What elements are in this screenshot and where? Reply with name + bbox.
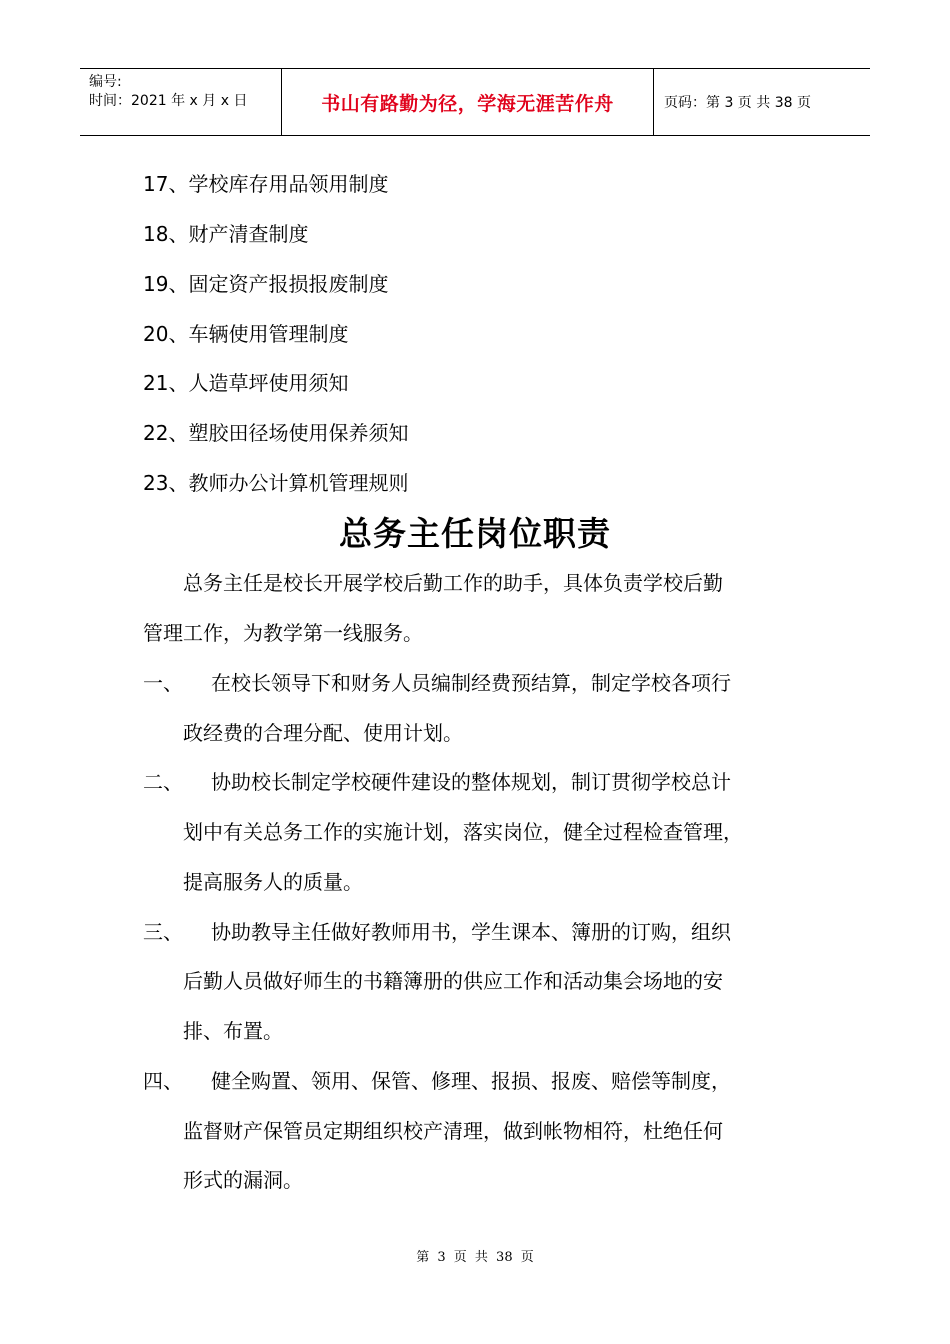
item-line: 监督财产保管员定期组织校产清理，做到帐物相符，杜绝任何: [183, 1119, 723, 1143]
item-line: 在校长领导下和财务人员编制经费预结算，制定学校各项行: [211, 671, 731, 695]
item-line: 协助教导主任做好教师用书，学生课本、簿册的订购，组织: [211, 920, 731, 944]
page-footer: 第 3 页 共 38 页: [416, 1250, 534, 1265]
list-item: 18、财产清查制度: [143, 222, 309, 246]
item-line: 后勤人员做好师生的书籍簿册的供应工作和活动集会场地的安: [183, 969, 723, 993]
item-line: 划中有关总务工作的实施计划，落实岗位，健全过程检查管理，: [183, 820, 743, 844]
list-item: 17、学校库存用品领用制度: [143, 172, 389, 196]
page-header: [80, 68, 870, 136]
item-line: 协助校长制定学校硬件建设的整体规划，制订贯彻学校总计: [211, 770, 731, 794]
list-item: 21、人造草坪使用须知: [143, 371, 349, 395]
header-meta: [80, 69, 282, 135]
item-line: 政经费的合理分配、使用计划。: [183, 721, 463, 745]
item-line: 排、布置。: [183, 1019, 283, 1043]
list-item: 23、教师办公计算机管理规则: [143, 471, 409, 495]
list-item: 20、车辆使用管理制度: [143, 322, 349, 346]
list-item: 19、固定资产报损报废制度: [143, 272, 389, 296]
header-page-info: 页码：第 3 页 共 38 页: [664, 95, 811, 111]
item-number: 一、: [143, 671, 183, 695]
section-title: 总务主任岗位职责: [339, 514, 611, 553]
intro-line: 总务主任是校长开展学校后勤工作的助手，具体负责学校后勤: [183, 571, 723, 595]
item-line: 形式的漏洞。: [183, 1168, 303, 1192]
item-number: 二、: [143, 770, 183, 794]
item-number: 三、: [143, 920, 183, 944]
list-item: 22、塑胶田径场使用保养须知: [143, 421, 409, 445]
item-number: 四、: [143, 1069, 183, 1093]
intro-line: 管理工作，为教学第一线服务。: [143, 621, 423, 645]
header-motto: 书山有路勤为径，学海无涯苦作舟: [282, 69, 654, 135]
number-label: 编号:: [89, 74, 122, 90]
time-label: 时间：2021 年 x 月 x 日: [89, 93, 248, 109]
item-line: 提高服务人的质量。: [183, 870, 363, 894]
item-line: 健全购置、领用、保管、修理、报损、报废、赔偿等制度，: [211, 1069, 731, 1093]
